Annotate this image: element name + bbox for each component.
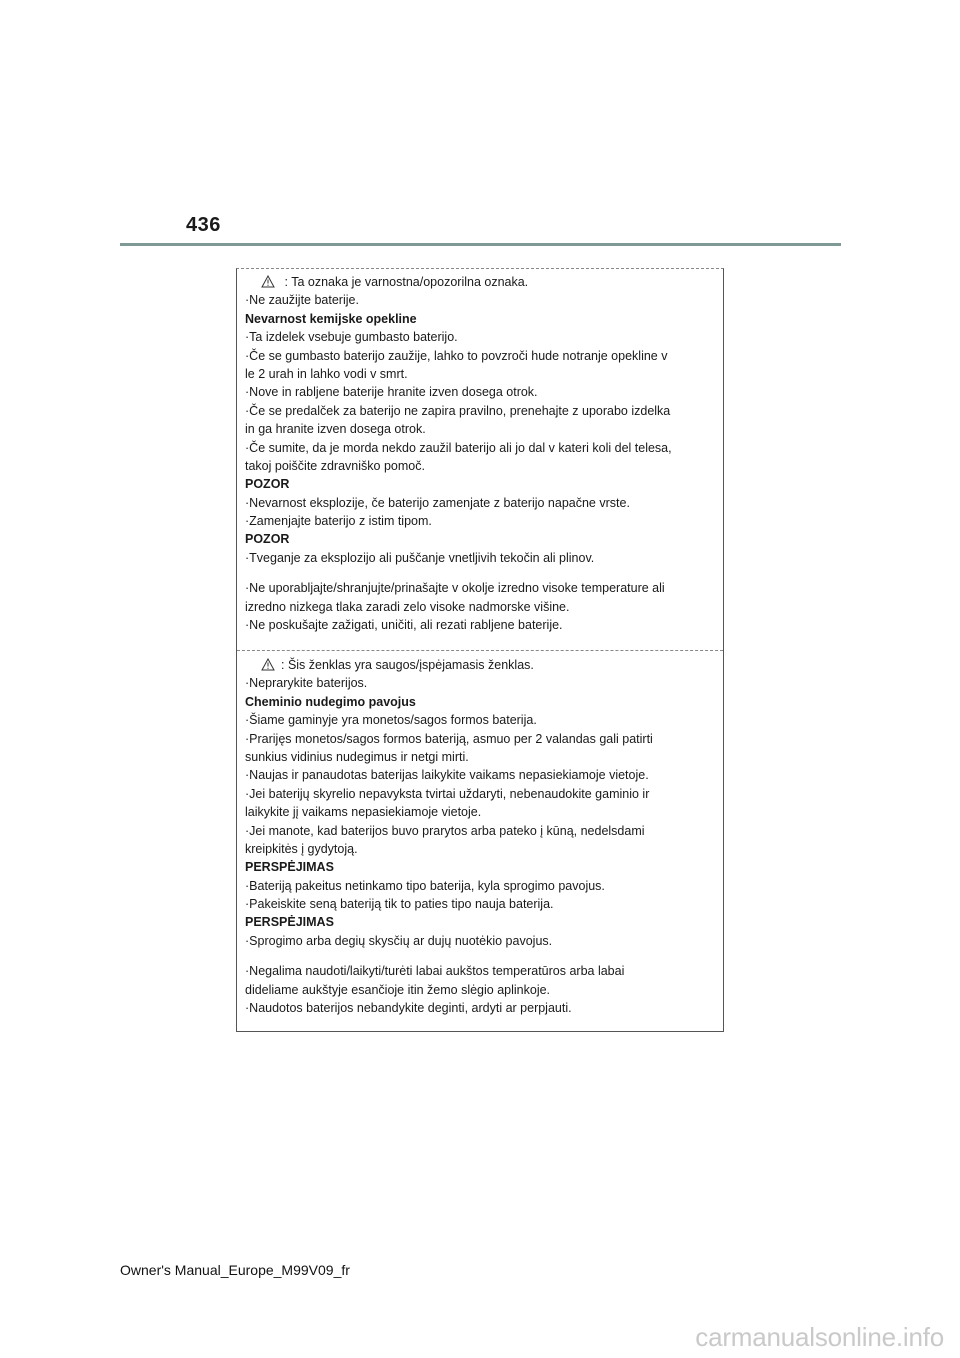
bullet-line: ·Neprarykite baterijos.: [245, 676, 368, 691]
bullet-line: ·Nove in rabljene baterije hranite izven dosega otrok.: [245, 385, 538, 400]
text-line: laikykite jį vaikams nepasiekiamoje vietoje.: [245, 805, 482, 820]
section-heading: POZOR: [245, 532, 290, 547]
notice-lines: [245, 291, 713, 634]
symbol-note-line: [245, 656, 713, 674]
symbol-note-text: : Ta oznaka je varnostna/opozorilna oznaka.: [281, 275, 529, 289]
section-heading: PERSPĖJIMAS: [245, 915, 334, 930]
text-line: izredno nizkega tlaka zaradi zelo visoke nadmorske višine.: [245, 599, 570, 614]
bullet-line: ·Ta izdelek vsebuje gumbasto baterijo.: [245, 330, 458, 345]
section-divider: [237, 650, 723, 651]
bullet-line: ·Naujas ir panaudotas baterijas laikykite vaikams nepasiekiamoje vietoje.: [245, 768, 649, 783]
text-line: sunkius vidinius nudegimus ir netgi mirti.: [245, 749, 469, 764]
bullet-line: ·Šiame gaminyje yra monetos/sagos formos baterija.: [245, 713, 537, 728]
section-heading: Cheminio nudegimo pavojus: [245, 694, 416, 709]
warning-triangle-icon: [261, 275, 275, 288]
bullet-line: ·Če se gumbasto baterijo zaužije, lahko to povzroči hude notranje opekline v: [245, 348, 668, 363]
bullet-line: ·Ne poskušajte zažigati, uničiti, ali rezati rabljene baterije.: [245, 618, 563, 633]
text-line: kreipkitės į gydytoją.: [245, 841, 358, 856]
bullet-line: ·Če sumite, da je morda nekdo zaužil baterijo ali jo dal v kateri koli del telesa,: [245, 440, 672, 455]
bullet-line: ·Naudotos baterijos nebandykite deginti, ardyti ar perpjauti.: [245, 1001, 572, 1016]
symbol-note-text: : Šis ženklas yra saugos/įspėjamasis ženklas.: [281, 658, 534, 672]
text-line: le 2 urah in lahko vodi v smrt.: [245, 366, 408, 381]
watermark: carmanualsonline.info: [695, 1322, 944, 1352]
bullet-line: ·Bateriją pakeitus netinkamo tipo baterija, kyla sprogimo pavojus.: [245, 878, 605, 893]
page-number: 436: [186, 214, 221, 236]
bullet-line: ·Jei manote, kad baterijos buvo prarytos arba pateko į kūną, nedelsdami: [245, 823, 645, 838]
notice-slovenian: [245, 273, 713, 634]
bullet-line: ·Zamenjajte baterijo z istim tipom.: [245, 514, 432, 529]
text-line: dideliame aukštyje esančioje itin žemo slėgio aplinkoje.: [245, 982, 551, 997]
section-heading: PERSPĖJIMAS: [245, 860, 334, 875]
bullet-line: ·Prarijęs monetos/sagos formos bateriją, asmuo per 2 valandas gali patirti: [245, 731, 653, 746]
warning-triangle-icon: [261, 658, 275, 671]
bullet-line: ·Jei baterijų skyrelio nepavyksta tvirtai uždaryti, nebenaudokite gaminio ir: [245, 786, 650, 801]
bullet-line: ·Ne zaužijte baterije.: [245, 293, 359, 308]
battery-warning-notice: [236, 268, 724, 1032]
text-line: takoj poiščite zdravniško pomoč.: [245, 458, 425, 473]
paragraph-gap: [245, 567, 713, 579]
section-heading: Nevarnost kemijske opekline: [245, 311, 417, 326]
bullet-line: ·Pakeiskite seną bateriją tik to paties tipo nauja baterija.: [245, 897, 554, 912]
bullet-line: ·Ne uporabljajte/shranjujte/prinašajte v okolje izredno visoke temperature ali: [245, 581, 665, 596]
text-line: in ga hranite izven dosega otrok.: [245, 422, 426, 437]
bullet-line: ·Sprogimo arba degių skysčių ar dujų nuotėkio pavojus.: [245, 933, 553, 948]
bullet-line: ·Tveganje za eksplozijo ali puščanje vnetljivih tekočin ali plinov.: [245, 550, 595, 565]
symbol-note-line: [245, 273, 713, 291]
bullet-line: ·Negalima naudoti/laikyti/turėti labai aukštos temperatūros arba labai: [245, 964, 625, 979]
notice-lithuanian: [245, 656, 713, 1017]
manual-id: Owner's Manual_Europe_M99V09_fr: [120, 1262, 350, 1278]
header-rule: [120, 243, 841, 246]
notice-lines: [245, 674, 713, 1017]
bullet-line: ·Če se predalček za baterijo ne zapira pravilno, prenehajte z uporabo izdelka: [245, 403, 671, 418]
paragraph-gap: [245, 950, 713, 962]
section-heading: POZOR: [245, 477, 290, 492]
bullet-line: ·Nevarnost eksplozije, če baterijo zamenjate z baterijo napačne vrste.: [245, 495, 630, 510]
